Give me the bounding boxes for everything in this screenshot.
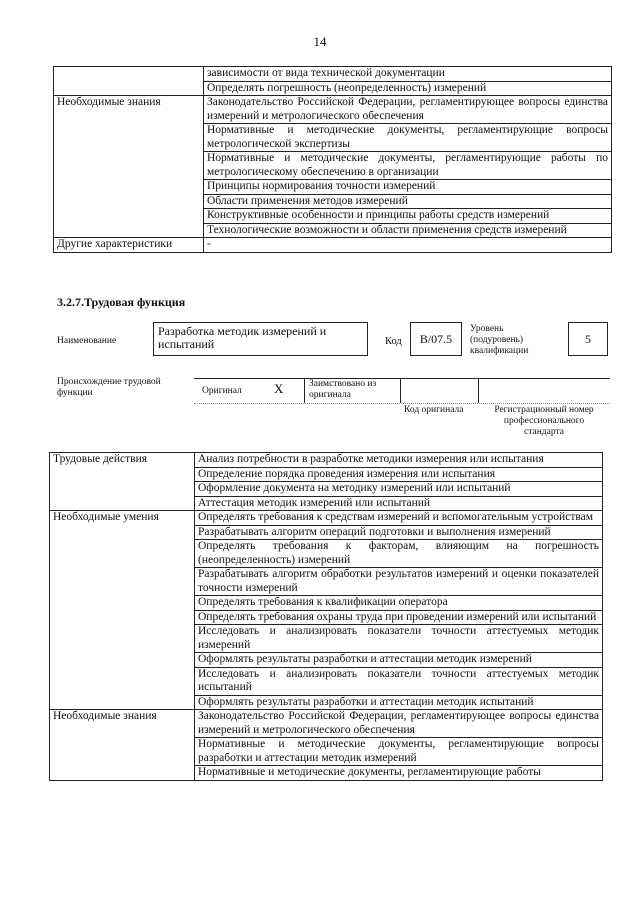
reg-number-label: Регистрационный номер профессионального стандарта <box>494 405 594 437</box>
row-text: Анализ потребности в разработке методики измерения или испытания <box>195 453 603 468</box>
row-text: Конструктивные особенности и принципы работы средств измерений <box>204 209 612 224</box>
origin-row <box>194 378 610 404</box>
reg-number-cell <box>478 379 611 403</box>
original-mark: X <box>274 381 284 396</box>
row-text: Определять погрешность (неопределенность) измерений <box>204 81 612 96</box>
table-row <box>50 511 603 526</box>
row-text: Нормативные и методические документы, регламентирующие работы <box>195 766 603 781</box>
borrowed-cell <box>304 379 401 403</box>
section-heading: 3.2.7.Трудовая функция <box>57 295 186 309</box>
level-label: Уровень (подуровень) квалификации <box>470 324 529 356</box>
table-row <box>50 453 603 468</box>
original-label: Оригинал <box>202 386 242 396</box>
row-text: зависимости от вида технической документации <box>204 67 612 82</box>
row-text: Принципы нормирования точности измерений <box>204 180 612 195</box>
table-row <box>54 238 612 253</box>
section-label: Необходимые знания <box>50 710 195 781</box>
level-value: 5 <box>568 322 608 356</box>
row-text: Определение порядка проведения измерения или испытания <box>195 467 603 482</box>
row-text: Определять требования к факторам, влияющим на погрешность (неопределенность) измерений <box>195 540 603 568</box>
row-text: Определять требования к квалификации оператора <box>195 596 603 611</box>
row-text: - <box>204 238 612 253</box>
row-text: Нормативные и методические документы, регламентирующие вопросы разработки и аттестации методик измерений <box>195 738 603 766</box>
row-text: Оформление документа на методику измерений или испытаний <box>195 482 603 497</box>
origin-label: Происхождение трудовой функции <box>57 377 161 398</box>
name-label: Наименование <box>57 336 117 346</box>
name-value: Разработка методик измерений и испытаний <box>153 322 368 356</box>
table-row <box>50 710 603 738</box>
row-label: Другие характеристики <box>54 238 204 253</box>
row-text: Аттестация методик измерений или испытаний <box>195 496 603 511</box>
function-table <box>49 452 603 781</box>
row-text: Определять требования охраны труда при проведении измерений или испытаний <box>195 610 603 625</box>
continuation-table <box>53 66 612 253</box>
row-text: Разрабатывать алгоритм операций подготовки и выполнения измерений <box>195 525 603 540</box>
page-number: 14 <box>313 34 327 49</box>
code-original-cell <box>400 379 479 403</box>
section-label: Необходимые умения <box>50 511 195 710</box>
original-cell <box>194 379 304 403</box>
row-text: Оформлять результаты разработки и аттестации методик испытаний <box>195 695 603 710</box>
row-text: Определять требования к средствам измерений и вспомогательным устройствам <box>195 511 603 526</box>
section-label: Трудовые действия <box>50 453 195 511</box>
table-row <box>54 67 612 82</box>
row-label <box>54 67 204 96</box>
row-text: Исследовать и анализировать показатели точности аттестуемых методик измерений <box>195 625 603 653</box>
row-text: Законодательство Российской Федерации, регламентирующее вопросы единства измерений и метрологического обеспечения <box>204 96 612 124</box>
row-text: Нормативные и методические документы, регламентирующие вопросы метрологической экспертизы <box>204 124 612 152</box>
code-value: В/07.5 <box>410 322 462 356</box>
row-text: Законодательство Российской Федерации, регламентирующее вопросы единства измерений и метрологического обеспечения <box>195 710 603 738</box>
row-text: Технологические возможности и области применения средств измерений <box>204 223 612 238</box>
row-text: Исследовать и анализировать показатели точности аттестуемых методик испытаний <box>195 667 603 695</box>
code-original-label: Код оригинала <box>404 405 464 415</box>
row-label: Необходимые знания <box>54 96 204 238</box>
row-text: Области применения методов измерений <box>204 194 612 209</box>
row-text: Разрабатывать алгоритм обработки результатов измерений и оценки показателей точности измерений <box>195 568 603 596</box>
row-text: Оформлять результаты разработки и аттестации методик измерений <box>195 653 603 668</box>
table-row <box>54 96 612 124</box>
code-label: Код <box>385 336 402 347</box>
borrowed-label: Заимствовано из оригинала <box>309 379 377 400</box>
row-text: Нормативные и методические документы, регламентирующие работы по метрологическому обеспечению в организации <box>204 152 612 180</box>
